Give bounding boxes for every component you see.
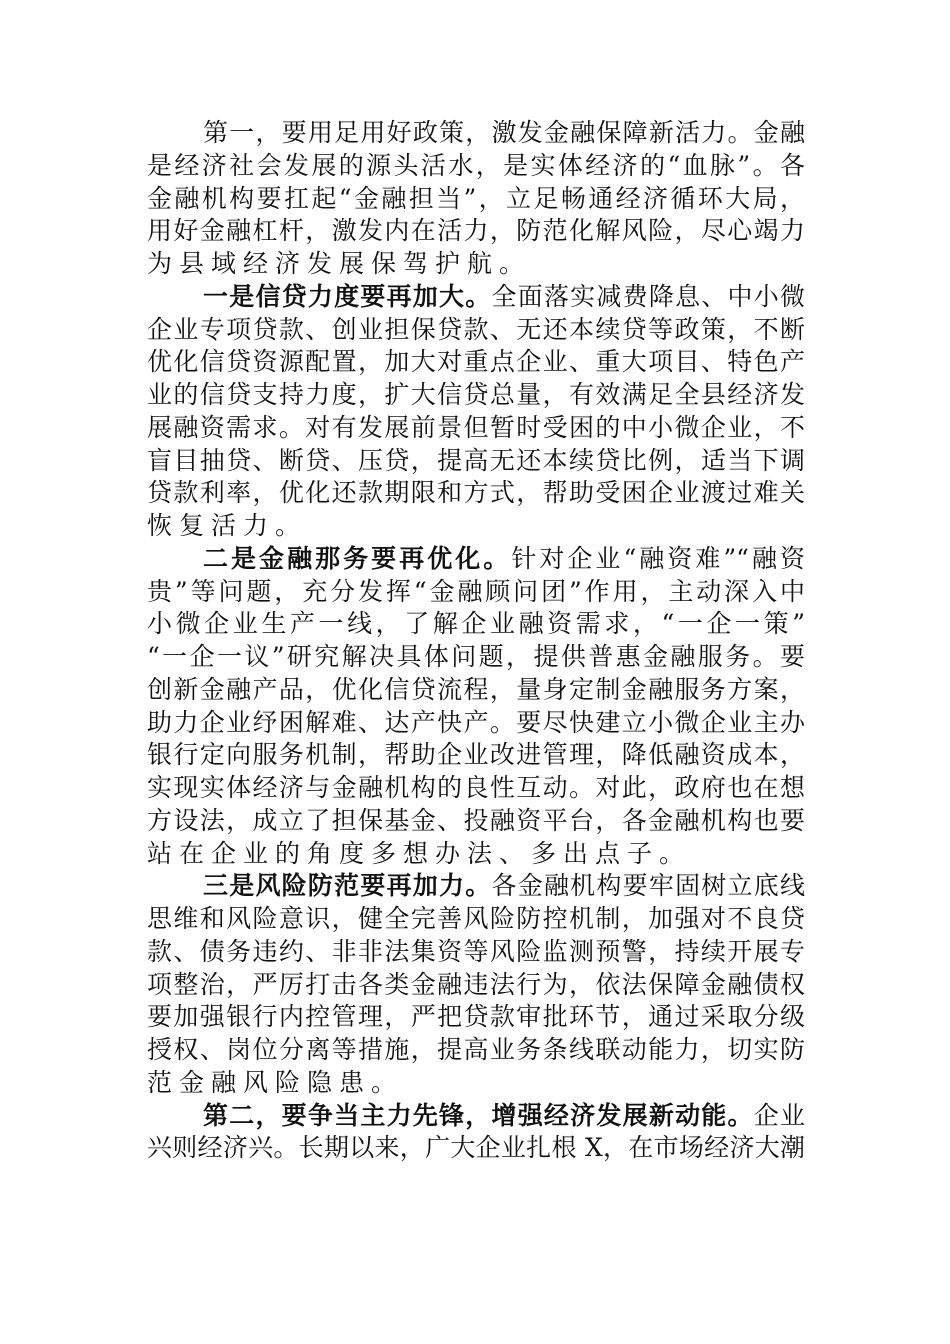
- text-line: [147, 739, 805, 772]
- text-line: [147, 150, 805, 183]
- paragraph: [147, 1100, 805, 1166]
- text-line: [147, 215, 805, 248]
- text-line: [147, 1001, 805, 1034]
- line-text: 思维和风险意识，健全完善风险防控机制，加强对不良贷: [147, 904, 805, 933]
- text-line: [147, 1132, 805, 1165]
- text-line: [147, 576, 805, 609]
- line-text: 业的信贷支持力度，扩大信贷总量，有效满足全县经济发: [147, 380, 805, 409]
- text-line: [147, 772, 805, 805]
- text-line: [147, 379, 805, 412]
- line-text: 项整治，严厉打击各类金融违法行为，依法保障金融债权: [147, 969, 805, 999]
- line-text: 金融机构要扛起“金融担当”，立足畅通经济循环大局，: [147, 183, 805, 213]
- text-line: [147, 183, 805, 216]
- text-line: [147, 543, 805, 576]
- text-line: [147, 281, 805, 314]
- text-line: [147, 674, 805, 707]
- document-page: [147, 117, 805, 1165]
- bold-lead: 第二，要争当主力先锋，增强经济发展新动能。: [203, 1100, 754, 1130]
- paragraph: [147, 870, 805, 1099]
- line-text: 要加强银行内控管理，严把贷款审批环节，通过采取分级: [147, 1002, 805, 1032]
- paragraph: [147, 543, 805, 871]
- line-text: 全面落实减费降息、中小微: [491, 281, 805, 311]
- line-text: 款、债务违约、非非法集资等风险监测预警，持续开展专: [147, 936, 805, 966]
- line-text: 优化信贷资源配置，加大对重点企业、重大项目、特色产: [147, 347, 805, 377]
- line-text: 为县域经济发展保驾护航。: [147, 249, 532, 278]
- text-line: [147, 477, 805, 510]
- line-text: 站在企业的角度多想办法、多出点子。: [147, 838, 692, 868]
- text-line: [147, 707, 805, 740]
- line-text: 实现实体经济与金融机构的良性互动。对此，政府也在想: [147, 773, 805, 802]
- line-text: 方设法，成立了担保基金、投融资平台，各金融机构也要: [147, 805, 805, 835]
- text-line: [147, 608, 805, 641]
- paragraph: [147, 117, 805, 281]
- text-line: [147, 805, 805, 838]
- text-line: [147, 248, 805, 281]
- text-line: [147, 1100, 805, 1133]
- text-line: [147, 969, 805, 1002]
- text-line: [147, 314, 805, 347]
- line-text: 贷款利率，优化还款期限和方式，帮助受困企业渡过难关: [147, 478, 805, 508]
- line-text: 展融资需求。对有发展前景但暂时受困的中小微企业，不: [147, 412, 805, 442]
- line-text: 兴则经济兴。长期以来，广大企业扎根 X，在市场经济大潮: [147, 1133, 805, 1163]
- text-line: [147, 346, 805, 379]
- line-text: 盲目抽贷、断贷、压贷，提高无还本续贷比例，适当下调: [147, 445, 805, 475]
- text-line: [147, 838, 805, 871]
- bold-lead: 一是信贷力度要再加大。: [203, 281, 492, 311]
- line-text: 企业: [753, 1100, 805, 1130]
- text-line: [147, 870, 805, 903]
- line-text: 创新金融产品，优化信贷流程，量身定制金融服务方案，: [147, 674, 805, 704]
- line-text: 范金融风险隐患。: [147, 1067, 404, 1097]
- line-text: 助力企业纾困解难、达产快产。要尽快建立小微企业主办: [147, 707, 805, 737]
- line-text: 授权、岗位分离等措施，提高业务条线联动能力，切实防: [147, 1035, 805, 1064]
- line-text: 企业专项贷款、创业担保贷款、无还本续贷等政策，不断: [147, 314, 805, 344]
- text-line: [147, 117, 805, 150]
- text-line: [147, 903, 805, 936]
- line-text: 银行定向服务机制，帮助企业改进管理，降低融资成本，: [147, 740, 805, 770]
- text-line: [147, 641, 805, 674]
- bold-lead: 三是风险防范要再加力。: [203, 871, 492, 901]
- text-line: [147, 936, 805, 969]
- line-text: 用好金融杠杆，激发内在活力，防范化解风险，尽心竭力: [147, 216, 805, 246]
- text-line: [147, 445, 805, 478]
- line-text: 第一，要用足用好政策，激发金融保障新活力。金融: [203, 118, 805, 147]
- line-text: “一企一议”研究解决具体问题，提供普惠金融服务。要: [147, 642, 805, 671]
- bold-lead: 二是金融那务要再优化。: [203, 543, 512, 573]
- paragraph: [147, 281, 805, 543]
- text-line: [147, 1067, 805, 1100]
- line-text: 恢复活力。: [147, 511, 308, 540]
- line-text: 贵”等问题，充分发挥“金融顾问团”作用，主动深入中: [147, 576, 805, 606]
- text-line: [147, 1034, 805, 1067]
- line-text: 针对企业“融资难”“融资: [511, 543, 805, 573]
- text-line: [147, 510, 805, 543]
- text-line: [147, 412, 805, 445]
- line-text: 小微企业生产一线，了解企业融资需求，“一企一策”: [147, 609, 805, 639]
- line-text: 各金融机构要牢固树立底线: [491, 871, 805, 901]
- line-text: 是经济社会发展的源头活水，是实体经济的“血脉”。各: [147, 150, 805, 180]
